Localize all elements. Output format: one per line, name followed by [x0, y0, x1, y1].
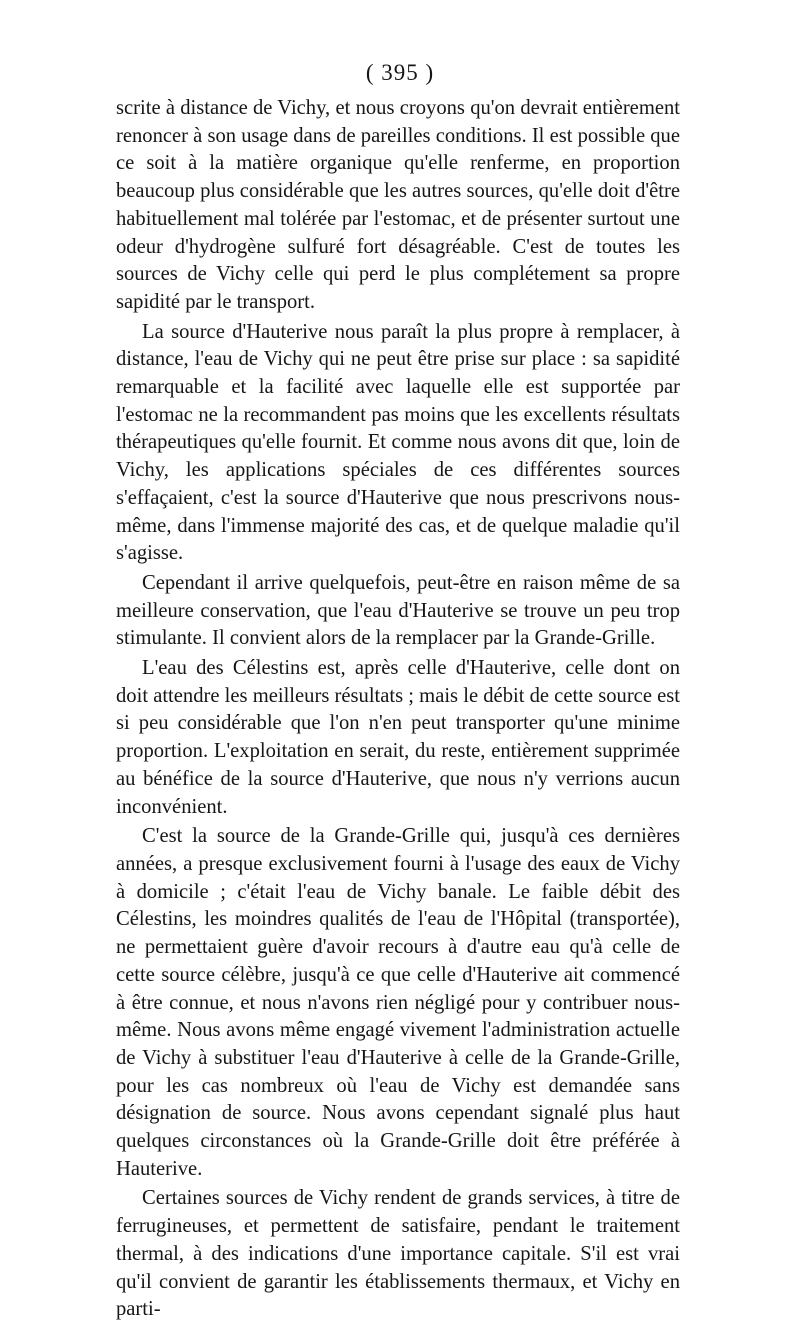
paragraph-5: C'est la source de la Grande-Grille qui, jusqu'à ces dernières années, a presque exclusivement fourni à l'usage des eaux de Vichy à domicile ; c'était l'eau de Vichy banale. Le faible débit des Célestins, les moindres qualités de l'eau de l'Hôpital (transportée), ne permettaient guère d'avoir recours à d'autre eau qu'à celle de cette source célèbre, jusqu'à ce que celle d'Hauterive ait commencé à être connue, et nous n'avons rien négligé pour y contribuer nous-même. Nous avons même engagé vivement l'administration actuelle de Vichy à substituer l'eau d'Hauterive à celle de la Grande-Grille, pour les cas nombreux où l'eau de Vichy est demandée sans désignation de source. Nous avons cependant signalé plus haut quelques circonstances où la Grande-Grille doit être préférée à Hauterive. [116, 825, 680, 1180]
page-body [116, 95, 680, 1326]
paragraph-1: scrite à distance de Vichy, et nous croyons qu'on devrait entièrement renoncer à son usage dans de pareilles conditions. Il est possible que ce soit à la matière organique qu'elle renferme, en proportion beaucoup plus considérable que les autres sources, qu'elle doit d'être habituellement mal tolérée par l'estomac, et de présenter surtout une odeur d'hydrogène sulfuré fort désagréable. C'est de toutes les sources de Vichy celle qui perd le plus complétement sa propre sapidité par le transport. [116, 97, 680, 313]
paragraph-2: La source d'Hauterive nous paraît la plus propre à remplacer, à distance, l'eau de Vichy qui ne peut être prise sur place : sa sapidité remarquable et la facilité avec laquelle elle est supportée par l'estomac ne la recommandent pas moins que les excellents résultats thérapeutiques qu'elle fournit. Et comme nous avons dit que, loin de Vichy, les applications spéciales de ces différentes sources s'effaçaient, c'est la source d'Hauterive que nous prescrivons nous-même, dans l'immense majorité des cas, et de quelque maladie qu'il s'agisse. [116, 320, 680, 565]
paragraph-3: Cependant il arrive quelquefois, peut-être en raison même de sa meilleure conservation, que l'eau d'Hauterive se trouve un peu trop stimulante. Il convient alors de la remplacer par la Grande-Grille. [116, 571, 680, 650]
paragraph-4: L'eau des Célestins est, après celle d'Hauterive, celle dont on doit attendre les meilleurs résultats ; mais le débit de cette source est si peu considérable que l'on n'en peut transporter qu'une minime proportion. L'exploitation en serait, du reste, entièrement supprimée au bénéfice de la source d'Hauterive, que nous n'y verrions aucun inconvénient. [116, 657, 680, 818]
paragraph-6: Certaines sources de Vichy rendent de grands services, à titre de ferrugineuses, et permettent de satisfaire, pendant le traitement thermal, à des indications d'une importance capitale. S'il est vrai qu'il convient de garantir les établissements thermaux, et Vichy en parti- [116, 1187, 680, 1321]
page-number: ( 395 ) [365, 60, 435, 85]
